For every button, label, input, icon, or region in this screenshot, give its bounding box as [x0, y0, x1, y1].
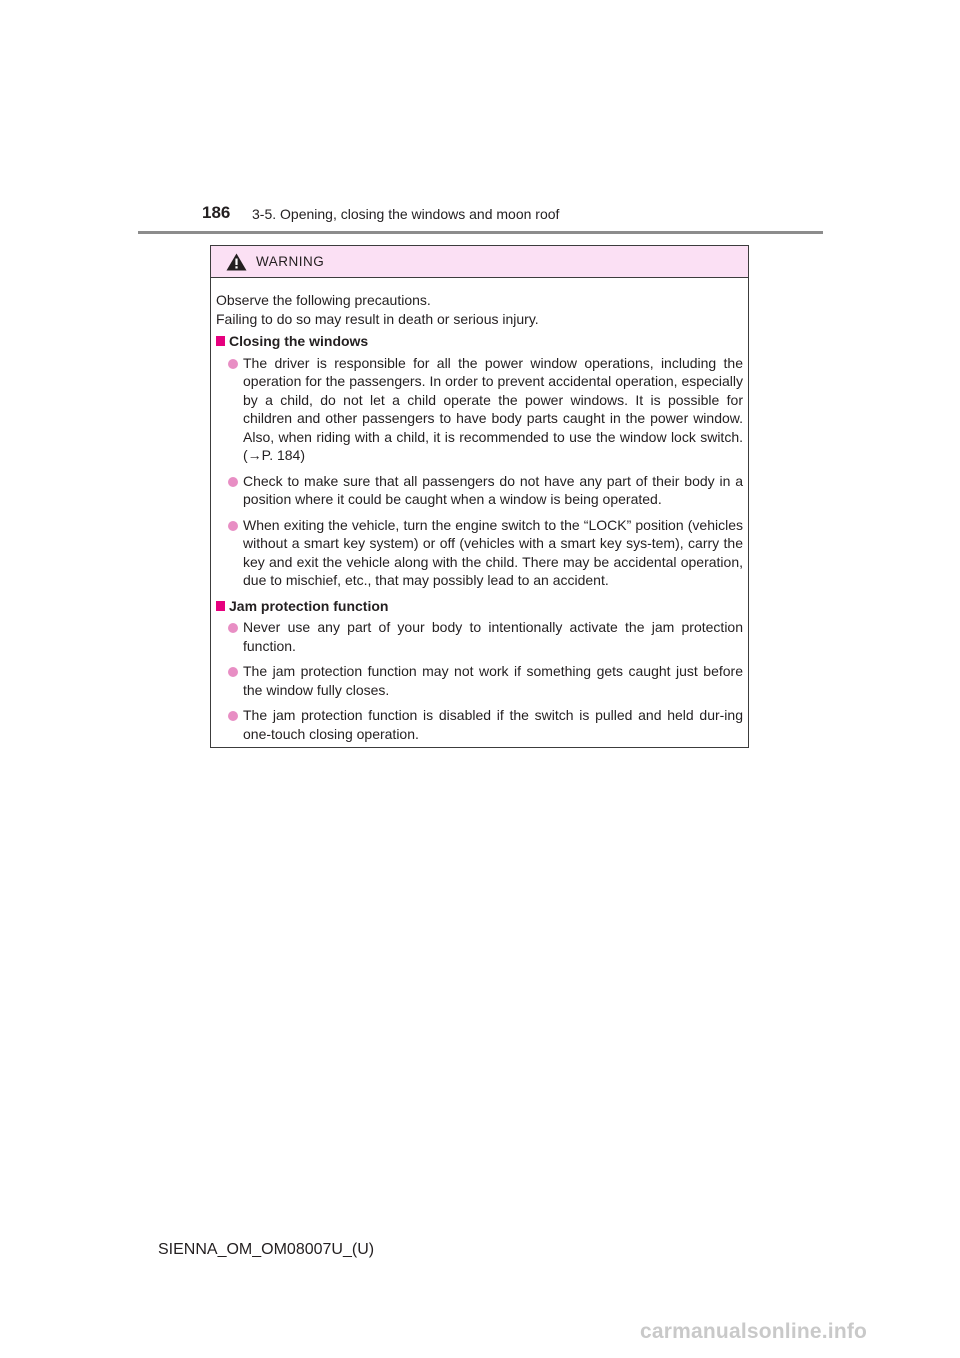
topic-heading: [216, 597, 743, 616]
warning-intro: [216, 291, 743, 328]
circle-bullet-icon: [228, 667, 238, 677]
section-title: 3-5. Opening, closing the windows and moon roof: [252, 206, 560, 222]
warning-title: WARNING: [256, 254, 325, 269]
circle-bullet-icon: [228, 521, 238, 531]
list-item: [216, 706, 743, 743]
list-item-text: The jam protection function is disabled if the switch is pulled and held dur-ing one-touch closing operation.: [243, 707, 743, 742]
document-code: SIENNA_OM_OM08007U_(U): [158, 1241, 375, 1258]
topic-heading: [216, 332, 743, 351]
topic-jam-protection: [216, 597, 743, 744]
list-item: [216, 472, 743, 509]
list-item: [216, 662, 743, 699]
list-item: [216, 354, 743, 465]
list-item-text: The driver is responsible for all the power window operations, including the operation for the passengers. In order to prevent accidental operation, especially by a child, do not let a child operate the power windows. It is possible for children and other passengers to have body parts caught in the power window. Also, when riding with a child, it is recommended to use the window lock switch. (→P. 184): [243, 354, 743, 463]
header-rule: [138, 231, 823, 234]
list-item-text: The jam protection function may not work if something gets caught just before the window fully closes.: [243, 663, 743, 698]
square-bullet-icon: [216, 336, 225, 346]
topic-heading-text: Jam protection function: [229, 597, 389, 614]
page-header: [0, 0, 960, 240]
topic-closing-windows: [216, 332, 743, 590]
circle-bullet-icon: [228, 623, 238, 633]
list-item-text: Check to make sure that all passengers do not have any part of their body in a position where it could be caught when a window is being operated.: [243, 472, 743, 507]
list-item-text: Never use any part of your body to intentionally activate the jam protection function.: [243, 619, 743, 654]
circle-bullet-icon: [228, 477, 238, 487]
intro-line: Failing to do so may result in death or serious injury.: [216, 310, 539, 327]
warning-body: [211, 278, 748, 743]
intro-line: Observe the following precautions.: [216, 292, 431, 308]
warning-triangle-icon: [226, 253, 247, 271]
warning-box: [210, 245, 749, 748]
watermark: carmanualsonline.info: [640, 1320, 868, 1343]
list-item-text: When exiting the vehicle, turn the engine switch to the “LOCK” position (vehicles without a smart key system) or off (vehicles with a smart key sys-tem), carry the key and exit the vehicle along with the child. There may be accidental operation, due to mischief, etc., that may possibly lead to an accident.: [243, 516, 743, 588]
list-item: [216, 516, 743, 590]
topic-heading-text: Closing the windows: [229, 333, 369, 349]
list-item: [216, 618, 743, 655]
square-bullet-icon: [216, 601, 225, 611]
page-number: 186: [202, 203, 231, 222]
warning-header: [211, 246, 748, 278]
circle-bullet-icon: [228, 711, 238, 721]
circle-bullet-icon: [228, 359, 238, 369]
